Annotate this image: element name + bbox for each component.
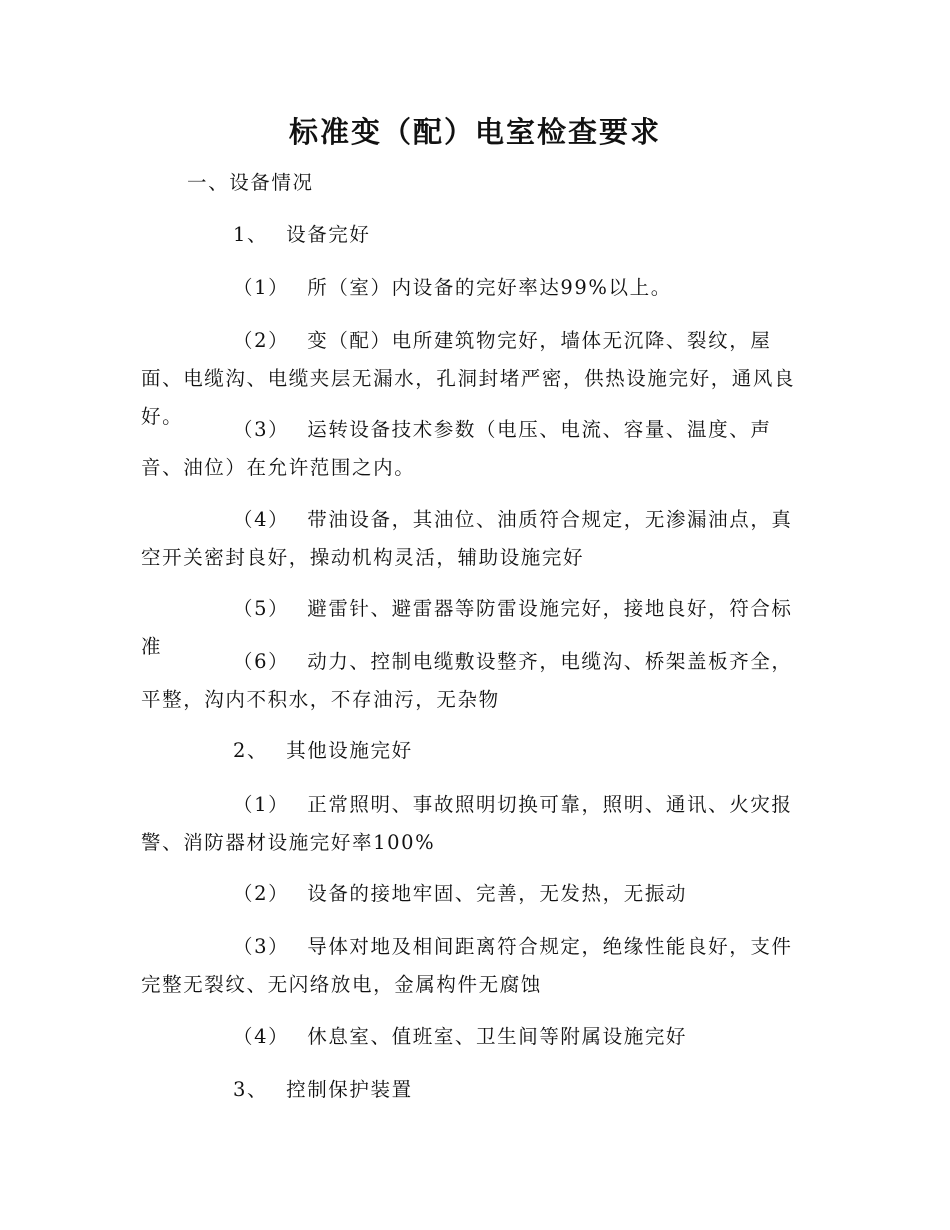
paragraph-text: 带油设备，其油位、油质符合规定，无渗漏油点，真空开关密封良好，操动机构灵活，辅助设施完好 — [141, 508, 793, 569]
paragraph-number: 2、 — [233, 739, 269, 762]
paragraph-text: 导体对地及相间距离符合规定，绝缘性能良好，支件完整无裂纹、无闪络放电，金属构件无腐蚀 — [141, 935, 793, 996]
list-item — [141, 875, 797, 913]
paragraph-number: （2） — [233, 329, 290, 352]
paragraph-text: 控制保护装置 — [286, 1078, 413, 1101]
paragraph-text: 正常照明、事故照明切换可靠，照明、通讯、火灾报警、消防器材设施完好率100% — [141, 793, 793, 854]
paragraph-number: （1） — [233, 793, 290, 816]
list-item — [141, 786, 797, 862]
paragraph-number: （3） — [233, 418, 290, 441]
paragraph-number: （6） — [233, 650, 290, 673]
paragraph-text: 设备的接地牢固、完善，无发热，无振动 — [307, 882, 688, 905]
paragraph-number: 3、 — [233, 1078, 269, 1101]
subsection-heading — [141, 732, 797, 770]
paragraph-number: （5） — [233, 597, 290, 620]
paragraph-text: 一、设备情况 — [187, 171, 314, 194]
paragraph-text: 动力、控制电缆敷设整齐，电缆沟、桥架盖板齐全，平整，沟内不积水，不存油污，无杂物 — [141, 650, 793, 711]
paragraph-text: 变（配）电所建筑物完好，墙体无沉降、裂纹，屋面、电缆沟、电缆夹层无漏水，孔洞封堵严密，供热设施完好，通风良好。 — [141, 329, 796, 428]
paragraph-text: 所（室）内设备的完好率达99%以上。 — [307, 276, 672, 299]
paragraph-number: （3） — [233, 935, 290, 958]
subsection-heading — [141, 1071, 797, 1109]
list-item — [141, 928, 797, 1004]
section-heading — [141, 164, 797, 202]
paragraph-text: 避雷针、避雷器等防雷设施完好，接地良好，符合标准 — [141, 597, 793, 658]
paragraph-text: 其他设施完好 — [286, 739, 413, 762]
subsection-heading — [141, 216, 797, 254]
document-title: 标准变（配）电室检查要求 — [288, 115, 661, 149]
paragraph-number: （4） — [233, 1025, 290, 1048]
paragraph-number: （4） — [233, 508, 290, 531]
list-item — [141, 501, 797, 577]
paragraph-text: 运转设备技术参数（电压、电流、容量、温度、声音、油位）在允许范围之内。 — [141, 418, 772, 479]
list-item — [141, 269, 797, 307]
list-item — [141, 411, 797, 487]
paragraph-text: 休息室、值班室、卫生间等附属设施完好 — [307, 1025, 688, 1048]
paragraph-number: 1、 — [233, 223, 269, 246]
list-item — [141, 1018, 797, 1056]
paragraph-number: （2） — [233, 882, 290, 905]
paragraph-text: 设备完好 — [286, 223, 371, 246]
paragraph-number: （1） — [233, 276, 290, 299]
list-item — [141, 643, 797, 719]
